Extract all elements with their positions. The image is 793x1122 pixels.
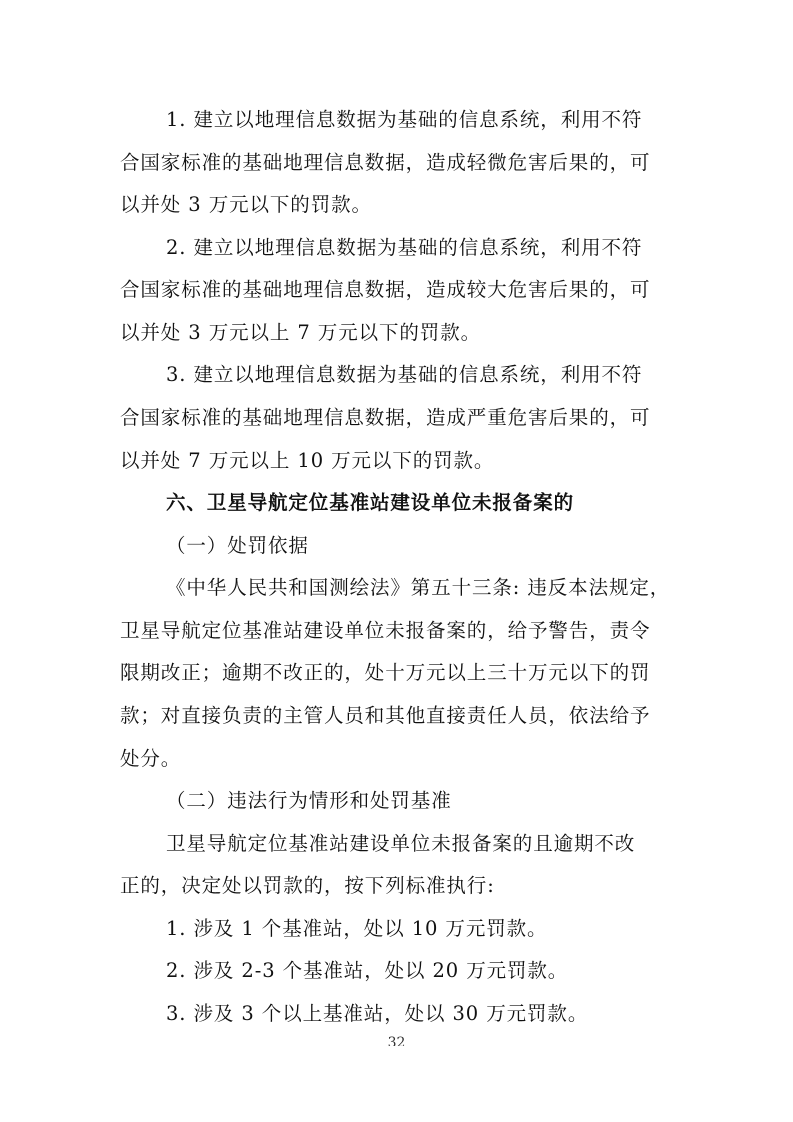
criteria-item-2: 2. 涉及 2-3 个基准站，处以 20 万元罚款。 — [166, 959, 569, 983]
section-heading: 六、卫星导航定位基准站建设单位未报备案的 — [166, 491, 575, 515]
para-3-line-1: 3. 建立以地理信息数据为基础的信息系统，利用不符 — [166, 363, 643, 387]
para-1-line-3: 以并处 3 万元以下的罚款。 — [120, 193, 372, 217]
basis-line-2: 卫星导航定位基准站建设单位未报备案的，给予警告，责令 — [120, 618, 651, 642]
para-1-line-2: 合国家标准的基础地理信息数据，造成轻微危害后果的，可 — [120, 150, 651, 174]
criteria-item-1: 1. 涉及 1 个基准站，处以 10 万元罚款。 — [166, 916, 548, 940]
basis-line-3: 限期改正；逾期不改正的，处十万元以上三十万元以下的罚 — [120, 661, 651, 685]
para-3-line-3: 以并处 7 万元以上 10 万元以下的罚款。 — [120, 448, 495, 472]
para-2-line-3: 以并处 3 万元以上 7 万元以下的罚款。 — [120, 320, 482, 344]
subheading-criteria: （二）违法行为情形和处罚基准 — [166, 789, 452, 813]
criteria-intro-line-2: 正的，决定处以罚款的，按下列标准执行: — [120, 874, 495, 898]
para-3-line-2: 合国家标准的基础地理信息数据，造成严重危害后果的，可 — [120, 406, 651, 429]
criteria-item-3: 3. 涉及 3 个以上基准站，处以 30 万元罚款。 — [166, 1002, 589, 1025]
basis-line-1: 《中华人民共和国测绘法》第五十三条: 违反本法规定， — [166, 576, 671, 600]
para-1-line-1: 1. 建立以地理信息数据为基础的信息系统，利用不符 — [166, 108, 643, 131]
para-2-line-1: 2. 建立以地理信息数据为基础的信息系统，利用不符 — [166, 235, 643, 259]
subheading-basis: （一）处罚依据 — [166, 533, 309, 557]
para-2-line-2: 合国家标准的基础地理信息数据，造成较大危害后果的，可 — [120, 278, 651, 302]
basis-line-5: 处分。 — [120, 746, 182, 770]
criteria-intro-line-1: 卫星导航定位基准站建设单位未报备案的且逾期不改 — [166, 831, 636, 855]
page-number: 32 — [387, 1036, 406, 1046]
basis-line-4: 款；对直接负责的主管人员和其他直接责任人员，依法给予 — [120, 704, 651, 727]
